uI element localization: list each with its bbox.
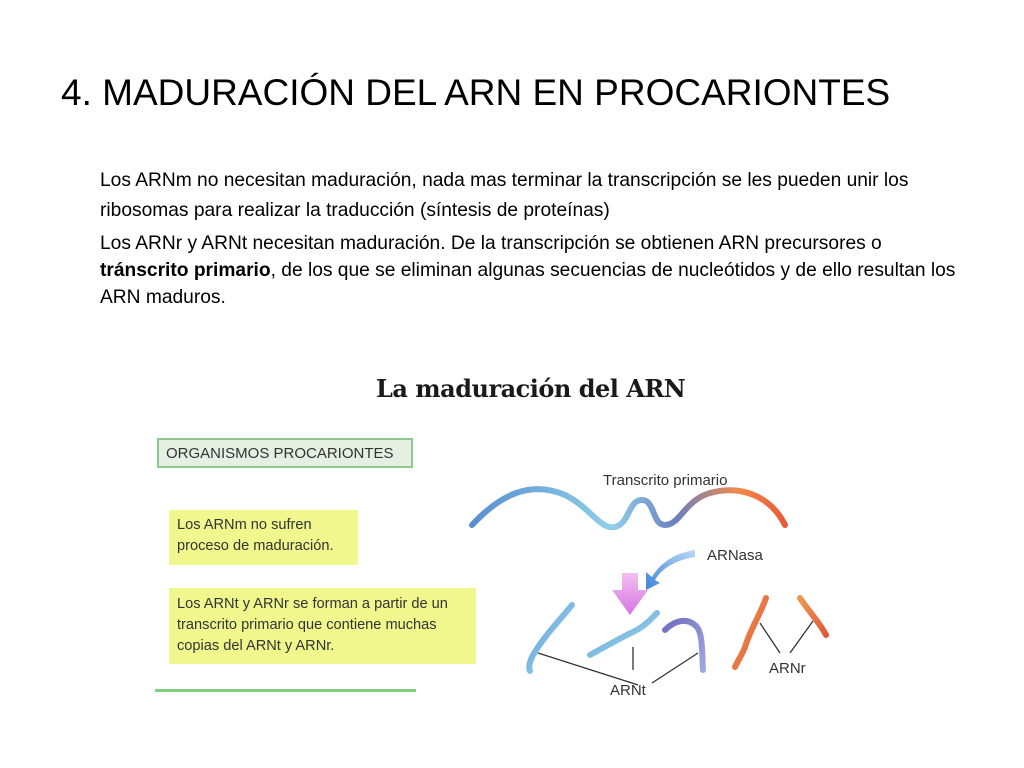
note-arnm: Los ARNm no sufren proceso de maduración. (169, 510, 358, 565)
rna-maturation-diagram (460, 455, 860, 705)
figure-title: La maduración del ARN (376, 374, 686, 403)
trna-pointer-lines (538, 647, 698, 685)
primary-transcript (472, 489, 785, 527)
paragraph-arnr-arnt (100, 230, 960, 311)
down-arrow (612, 573, 648, 615)
paragraph-part-2: , de los que se eliminan algunas secuencias de nucleótidos y de ello resultan los ARN maduros. (100, 260, 956, 308)
divider-line (155, 689, 416, 692)
label-trna: ARNt (610, 682, 646, 699)
organism-label: ORGANISMOS PROCARIONTES (166, 445, 394, 462)
organism-label-box (157, 438, 413, 468)
paragraph-arnm: Los ARNm no necesitan maduración, nada mas terminar la transcripción se les pueden unir los ribosomas para realizar la traducción (síntesis de proteínas) (100, 170, 909, 221)
label-primary-transcript: Transcrito primario (603, 472, 728, 489)
rrna-fragment-1 (735, 598, 766, 667)
rrna-pointer-lines (760, 621, 813, 653)
paragraph-bold-term: tránscrito primario (100, 260, 271, 281)
rrna-fragment-2 (800, 598, 826, 635)
slide-title: 4. MADURACIÓN DEL ARN EN PROCARIONTES (61, 72, 891, 113)
trna-fragment-1 (529, 605, 572, 671)
slide-body (100, 166, 960, 311)
rnase-arrow (646, 550, 695, 590)
note-arnt-arnr: Los ARNt y ARNr se forman a partir de un transcrito primario que contiene muchas copias del ARNt y ARNr. (169, 588, 476, 664)
paragraph-part-1: Los ARNr y ARNt necesitan maduración. De la transcripción se obtienen ARN precursores o (100, 233, 882, 254)
label-rrna: ARNr (769, 660, 806, 677)
trna-fragment-2 (590, 613, 657, 655)
label-rnase: ARNasa (707, 547, 763, 564)
